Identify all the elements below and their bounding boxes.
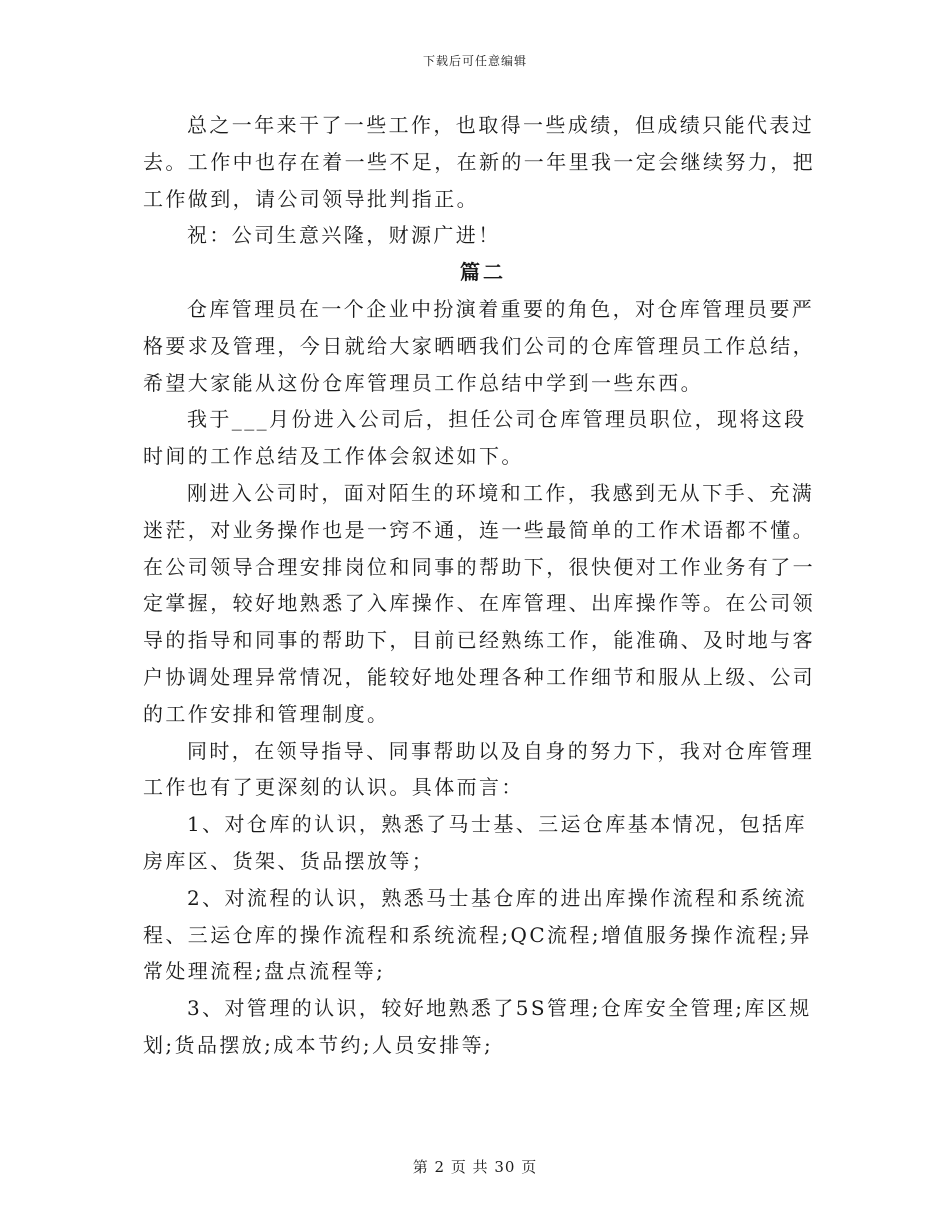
page-number: 第 2 页 共 30 页 (412, 1158, 538, 1176)
list-item-warehouse: 1、对仓库的认识，熟悉了马士基、三运仓库基本情况，包括库房库区、货架、货品摆放等； (143, 812, 807, 873)
page-header-note: 下载后可任意编辑 (422, 54, 527, 68)
paragraph-experience: 刚进入公司时，面对陌生的环境和工作，我感到无从下手、充满迷茫，对业务操作也是一窍不通，连一些最简单的工作术语都不懂。在公司领导合理安排岗位和同事的帮助下，很快便对工作业务有了一定掌握，较好地熟悉了入库操作、在库管理、出库操作等。在公司领导的指导和同事的帮助下，目前已经熟练工作，能准确、及时地与客户协调处理异常情况，能较好地处理各种工作细节和服从上级、公司的工作安排和管理制度。 (143, 480, 815, 726)
paragraph-summary: 总之一年来干了一些工作，也取得一些成绩，但成绩只能代表过去。工作中也存在着一些不足，在新的一年里我一定会继续努力，把工作做到，请公司领导批判指正。 (143, 113, 815, 211)
paragraph-wishes: 祝：公司生意兴隆，财源广进！ (187, 223, 501, 248)
paragraph-understanding: 同时，在领导指导、同事帮助以及自身的努力下，我对仓库管理工作也有了更深刻的认识。具体而言： (143, 738, 815, 800)
document-body (143, 107, 823, 1064)
paragraph-intro: 仓库管理员在一个企业中扮演着重要的角色，对仓库管理员要严格要求及管理，今日就给大家晒晒我们公司的仓库管理员工作总结，希望大家能从这份仓库管理员工作总结中学到一些东西。 (143, 296, 815, 395)
paragraph-joining: 我于___月份进入公司后，担任公司仓库管理员职位，现将这段时间的工作总结及工作体会叙述如下。 (143, 407, 807, 469)
list-item-management: 3、对管理的认识，较好地熟悉了5S管理;仓库安全管理;库区规划;货品摆放;成本节约;人员安排等; (143, 996, 812, 1057)
section-title: 篇二 (460, 260, 506, 285)
list-item-process: 2、对流程的认识，熟悉马士基仓库的进出库操作流程和系统流程、三运仓库的操作流程和系统流程;QC流程;增值服务操作流程;异常处理流程;盘点流程等; (143, 885, 812, 984)
